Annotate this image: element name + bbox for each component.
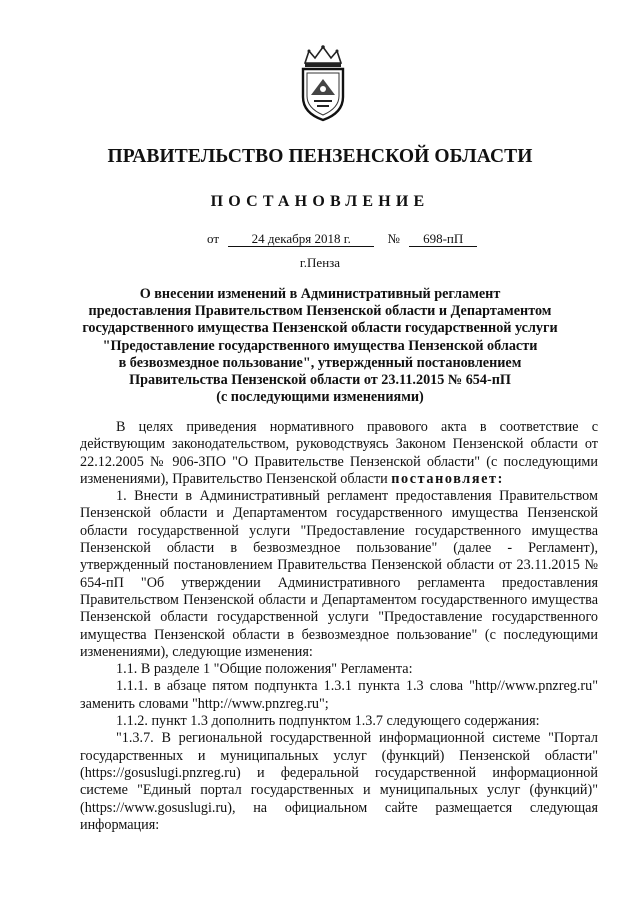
- document-date: 24 декабря 2018 г.: [228, 232, 374, 247]
- government-title: ПРАВИТЕЛЬСТВО ПЕНЗЕНСКОЙ ОБЛАСТИ: [107, 146, 533, 167]
- city-name: г.Пенза: [299, 255, 341, 270]
- body-paragraph: 1.1.1. в абзаце пятом подпункта 1.3.1 пункта 1.3 слова "http//www.pnzreg.ru" заменить словами "http://www.pnzreg.ru";: [80, 678, 598, 712]
- document-type: ПОСТАНОВЛЕНИЕ: [210, 193, 430, 210]
- preamble-text: В целях приведения нормативного правового акта в соответствие с действующим законодательством, руководствуясь Законом Пензенской области от 22.12.2005 № 906-ЗПО "О Правительстве Пензенской области" (с последующими изменениями), Правительство Пензенской области: [80, 419, 598, 487]
- subject-line: в безвозмездное пользование", утвержденный постановлением: [118, 354, 522, 371]
- document-subject: [80, 286, 560, 406]
- subject-line: предоставления Правительством Пензенской области и Департаментом: [88, 303, 552, 320]
- document-number: 698-пП: [409, 232, 477, 247]
- number-label: №: [387, 231, 400, 246]
- subject-line: О внесении изменений в Административный регламент: [139, 286, 501, 302]
- body-paragraph: "1.3.7. В региональной государственной информационной системе "Портал государственных и муниципальных услуг (функций) Пензенской области" (https://gosuslugi.pnzreg.ru) и федеральной государственной информационной системе "Единый портал государственных и муниципальных услуг (функций)" (https://www.gosuslugi.ru), на официальном сайте размещается следующая информация:: [80, 730, 598, 833]
- subject-line: (с последующими изменениями): [216, 389, 424, 406]
- subject-line: Правительства Пензенской области от 23.11.2015 № 654-пП: [129, 372, 511, 389]
- body-paragraph: [80, 419, 598, 488]
- penza-coat-of-arms-icon: [297, 43, 349, 123]
- date-prefix: от: [207, 231, 220, 246]
- body-paragraph: 1.1.2. пункт 1.3 дополнить подпунктом 1.3.7 следующего содержания:: [116, 713, 540, 730]
- date-number-line: [207, 231, 477, 247]
- body-paragraph: 1.1. В разделе 1 "Общие положения" Регламента:: [116, 661, 413, 678]
- subject-line: государственного имущества Пензенской области государственной услуги: [82, 320, 558, 337]
- document-body: [80, 419, 598, 834]
- subject-line: "Предоставление государственного имущества Пензенской области: [102, 337, 538, 354]
- body-paragraph: 1. Внести в Административный регламент предоставления Правительством Пензенской области и Департаментом государственного имущества Пензенской области государственной услуги "Предоставление государственного имущества Пензенской области в безвозмездное пользование" (далее - Регламент), утвержденный постановлением Правительства Пензенской области от 23.11.2015 № 654-пП "Об утверждении Административного регламента предоставления Правительством Пензенской области и Департаментом государственного имущества Пензенской области государственной услуги "Предоставление государственного имущества Пензенской области в безвозмездное пользование" (с последующими изменениями), следующие изменения:: [80, 488, 598, 660]
- resolves-keyword: постановляет:: [391, 470, 504, 487]
